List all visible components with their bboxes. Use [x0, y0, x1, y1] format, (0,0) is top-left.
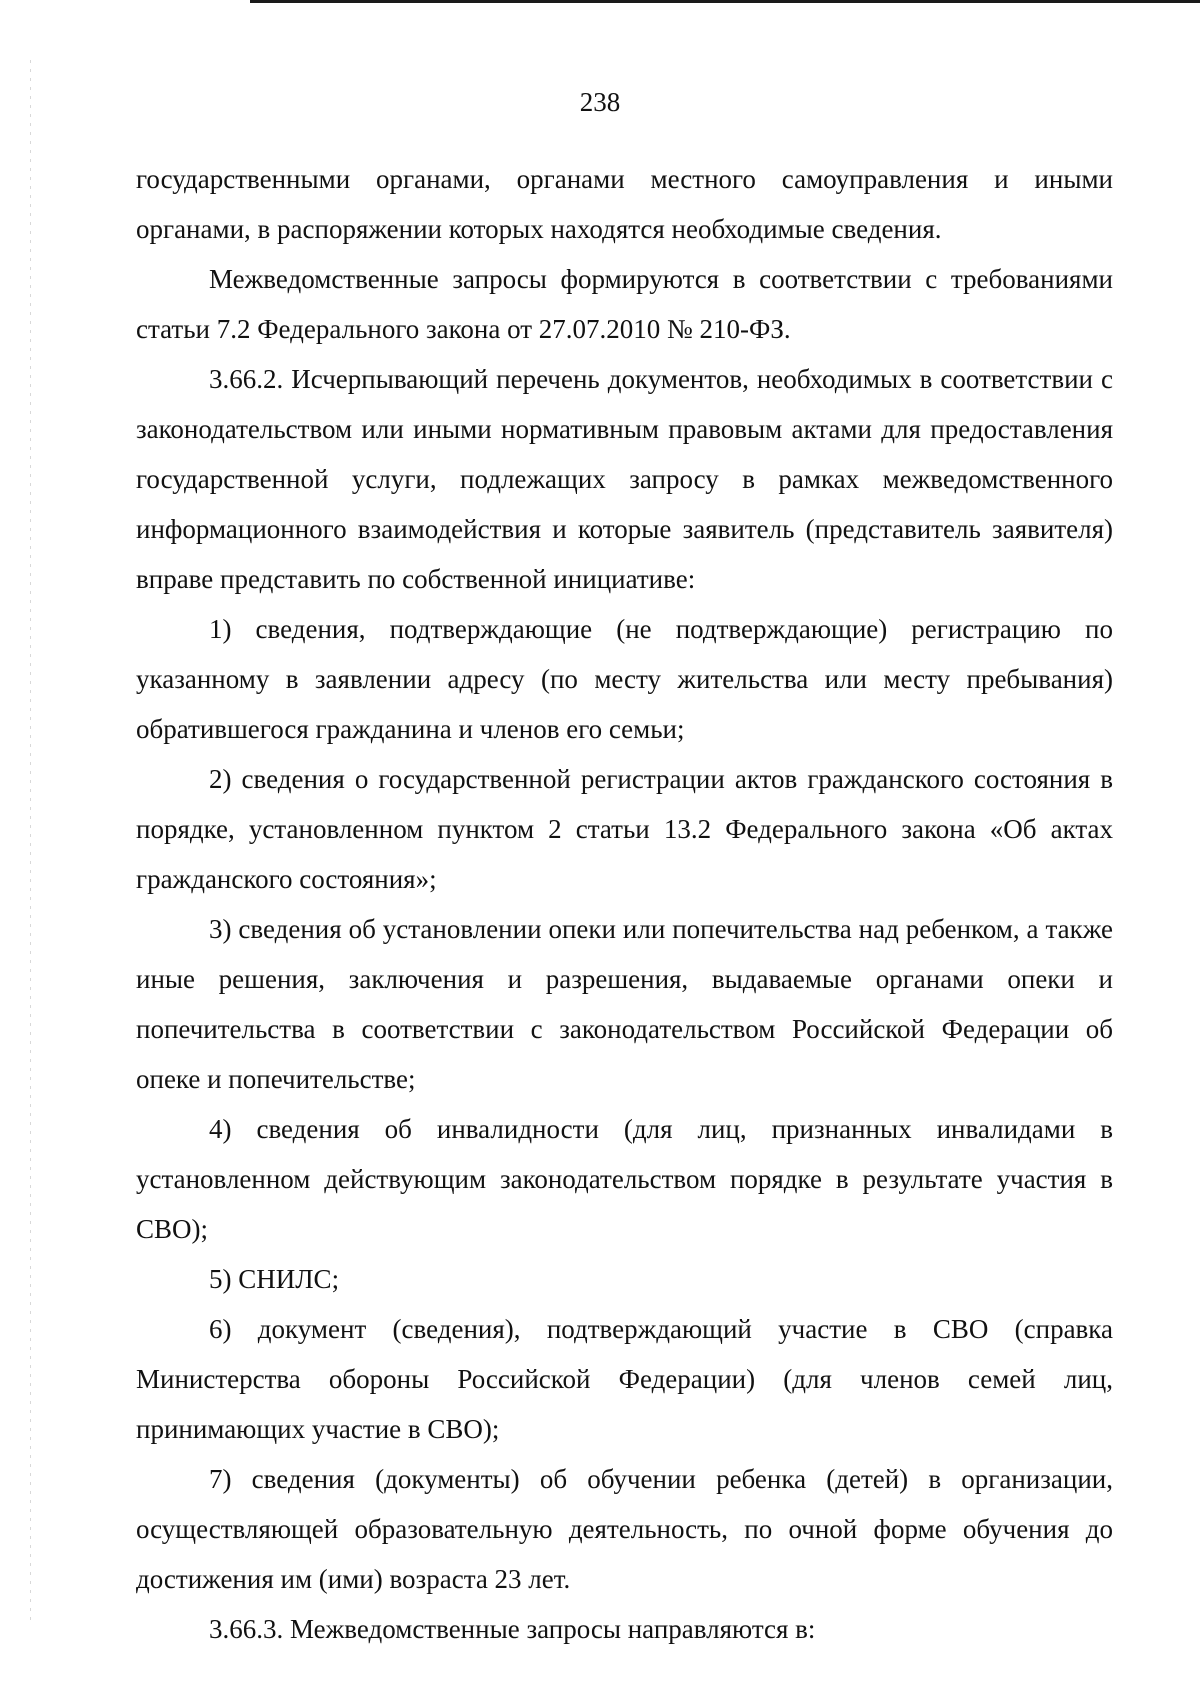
- list-item-5: 5) СНИЛС;: [209, 1264, 340, 1294]
- paragraph-section-3-66-3: 3.66.3. Межведомственные запросы направляются в:: [209, 1614, 816, 1644]
- list-item-4: 4) сведения об инвалидности (для лиц, признанных инвалидами в установленном действующим законодательством порядке в результате участия в СВО);: [136, 1114, 1113, 1244]
- list-item-2: 2) сведения о государственной регистрации актов гражданского состояния в порядке, установленном пунктом 2 статьи 13.2 Федерального закона «Об актах гражданского состояния»;: [136, 764, 1113, 894]
- list-item-7: 7) сведения (документы) об обучении ребенка (детей) в организации, осуществляющей образовательную деятельность, по очной форме обучения до достижения им (ими) возраста 23 лет.: [136, 1464, 1113, 1594]
- list-item-1: 1) сведения, подтверждающие (не подтверждающие) регистрацию по указанному в заявлении адресу (по месту жительства или месту пребывания) обратившегося гражданина и членов его семьи;: [136, 614, 1113, 744]
- document-body: [136, 154, 1113, 1654]
- paragraph-continuation: государственными органами, органами местного самоуправления и иными органами, в распоряжении которых находятся необходимые сведения.: [136, 164, 1113, 244]
- paragraph-interagency-requests: Межведомственные запросы формируются в соответствии с требованиями статьи 7.2 Федерального закона от 27.07.2010 № 210-ФЗ.: [136, 264, 1113, 344]
- scan-edge-marks: [30, 60, 31, 1620]
- list-item-3: 3) сведения об установлении опеки или попечительства над ребенком, а также иные решения, заключения и разрешения, выдаваемые органами опеки и попечительства в соответствии с законодательством Российской Федерации об опеке и попечительстве;: [136, 914, 1113, 1094]
- list-item-6: 6) документ (сведения), подтверждающий участие в СВО (справка Министерства обороны Российской Федерации) (для членов семей лиц, принимающих участие в СВО);: [136, 1314, 1113, 1444]
- top-border-line: [250, 0, 1200, 3]
- paragraph-section-3-66-2: 3.66.2. Исчерпывающий перечень документов, необходимых в соответствии с законодательством или иными нормативным правовым актами для предоставления государственной услуги, подлежащих запросу в рамках межведомственного информационного взаимодействия и которые заявитель (представитель заявителя) вправе представить по собственной инициативе:: [136, 364, 1113, 594]
- page-number: 238: [579, 87, 621, 117]
